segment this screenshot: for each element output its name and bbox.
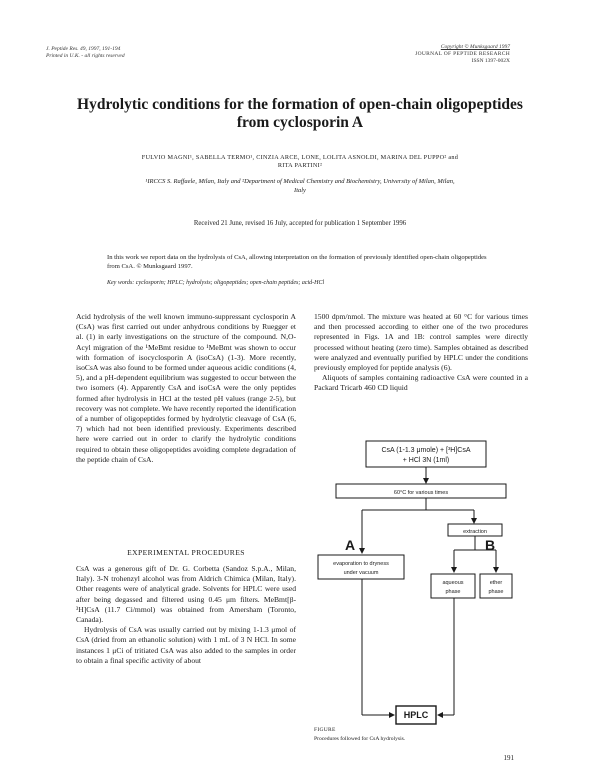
extraction-label: extraction xyxy=(463,529,487,535)
reagent-line-1: CsA (1-1.3 μmole) + [³H]CsA xyxy=(381,447,471,454)
title-line-2: from cyclosporin A xyxy=(236,114,364,131)
branch-a-label: A xyxy=(344,537,356,553)
citation-line: J. Peptide Res. 49, 1997, 191-194 xyxy=(46,46,121,52)
section-heading: EXPERIMENTAL PROCEDURES xyxy=(127,548,245,557)
methods-paragraph-2: Hydrolysis of CsA was usually carried out by mixing 1-1.3 μmol of CsA (dried from an ethanolic solution) with 1 mL of 3 N HCl. In some instances 1 μCi of tritiated CsA was also added to the samples in order to obtain a final specific activity of about xyxy=(76,625,296,665)
introduction xyxy=(76,312,296,465)
branch-b-label: B xyxy=(484,537,496,553)
ether-line-2: phase xyxy=(488,589,504,595)
affiliation-line-2: Italy xyxy=(294,186,306,194)
aqueous-line-2: phase xyxy=(445,589,461,595)
journal-masthead xyxy=(415,44,510,65)
received-dates: Received 21 June, revised 16 July, accepted for publication 1 September 1996 xyxy=(193,220,407,227)
keywords: Key words: cyclosporin; HPLC; hydrolysis; oligopeptides; open-chain peptides; acid-HCl xyxy=(107,280,325,286)
abstract: In this work we report data on the hydrolysis of CsA, allowing interpretation on the formation of previously identified open-chain oligopeptides from CsA. © Munksgaard 1997. xyxy=(107,254,487,270)
affiliations xyxy=(80,178,520,195)
copyright-line: Copyright © Munksgaard 1997 xyxy=(440,44,510,50)
journal-name: JOURNAL OF PEPTIDE RESEARCH xyxy=(415,51,510,57)
evaporation-line-2: under vacuum xyxy=(343,570,379,576)
affiliation-line-1: ¹IRCCS S. Raffaele, Milan, Italy and ²Department of Medical Chemistry and Biochemistry, University of Milan, Milan, xyxy=(145,178,455,185)
title-line-1: Hydrolytic conditions for the formation of open-chain oligopeptides xyxy=(77,96,523,113)
heating-label: 60°C for various times xyxy=(393,490,449,496)
figure-label: FIGURE xyxy=(314,727,336,733)
journal-citation xyxy=(46,46,125,60)
intro-paragraph: Acid hydrolysis of the well known immuno-suppressant cyclosporin A (CsA) was first carried out under anhydrous conditions by Ruegger et al. (1) in early investigations on the structure of the compound. N,O-Acyl migration of the ¹MeBmt residue to ¹MeBmt was shown to occur with formation of isocyclosporin A (isoCsA) (1-3). More recently, isoCsA was also found to be formed under aqueous acidic conditions (4, 5), and a pH-dependent equilibrium was suggested to occur between the two isomers (4). Apparently CsA and isoCsA were the only peptides formed after hydrolysis in HCl at the tested pH values (range 2-5), but recovery was not complete. We have recently reported the identification of a number of oligopeptides formed by hydrolytic cleavage of CsA (6, 7) which had not been identified previously. Experiments described here were carried out in order to clarify the hydrolytic conditions required to obtain these oligopeptides avoiding complete degradation of the peptide chain of CsA. xyxy=(76,312,296,464)
right-paragraph-1: 1500 dpm/nmol. The mixture was heated at 60 °C for various times and then processed according to either one of the two procedures represented in Figs. 1A and 1B: control samples were directly processed without heating (zero time). Samples obtained as described were analyzed and eventually purified by HPLC under the conditions previously employed for peptide analysis (6). xyxy=(314,312,528,373)
author-list xyxy=(60,154,540,170)
evaporation-line-1: evaporation to dryness xyxy=(333,561,389,567)
methods-paragraph-1: CsA was a generous gift of Dr. G. Corbetta (Sandoz S.p.A., Milan, Italy). 3-N trohenzyl alcohol was from Aldrich Chimica (Milan, Italy). Other reagents were of analytical grade. Solvents for HPLC were used after being degassed and filtered using 0.45 μm filters. MeBmt[β-³H]CsA (11.7 Ci/mmol) was obtained from Amersham (Toronto, Canada). xyxy=(76,564,296,625)
issn-line: ISSN 1397-002X xyxy=(471,58,510,64)
page-number: 191 xyxy=(503,754,514,762)
article-title xyxy=(40,96,560,132)
aqueous-line-1: aqueous xyxy=(442,580,464,586)
authors-line-1: FULVIO MAGNI¹, SABELLA TERMO¹, CINZIA ARCE, LONE, LOLITA ASNOLDI, MARINA DEL PUPPO² and xyxy=(141,154,459,161)
printed-line: Printed in U.K. - all rights reserved xyxy=(46,53,125,59)
right-paragraph-2: Aliquots of samples containing radioactive CsA were counted in a Packard Tricarb 460 CD liquid xyxy=(314,373,528,393)
methods-continued xyxy=(314,312,528,394)
procedure-flowchart xyxy=(314,434,514,734)
reagent-line-2: + HCl 3N (1ml) xyxy=(402,457,450,464)
ether-line-1: ether xyxy=(489,580,503,586)
methods xyxy=(76,564,296,666)
hplc-label: HPLC xyxy=(403,710,429,720)
authors-line-2: RITA PARTINI² xyxy=(277,162,323,169)
figure-caption: Procedures followed for CsA hydrolysis. xyxy=(314,736,406,742)
